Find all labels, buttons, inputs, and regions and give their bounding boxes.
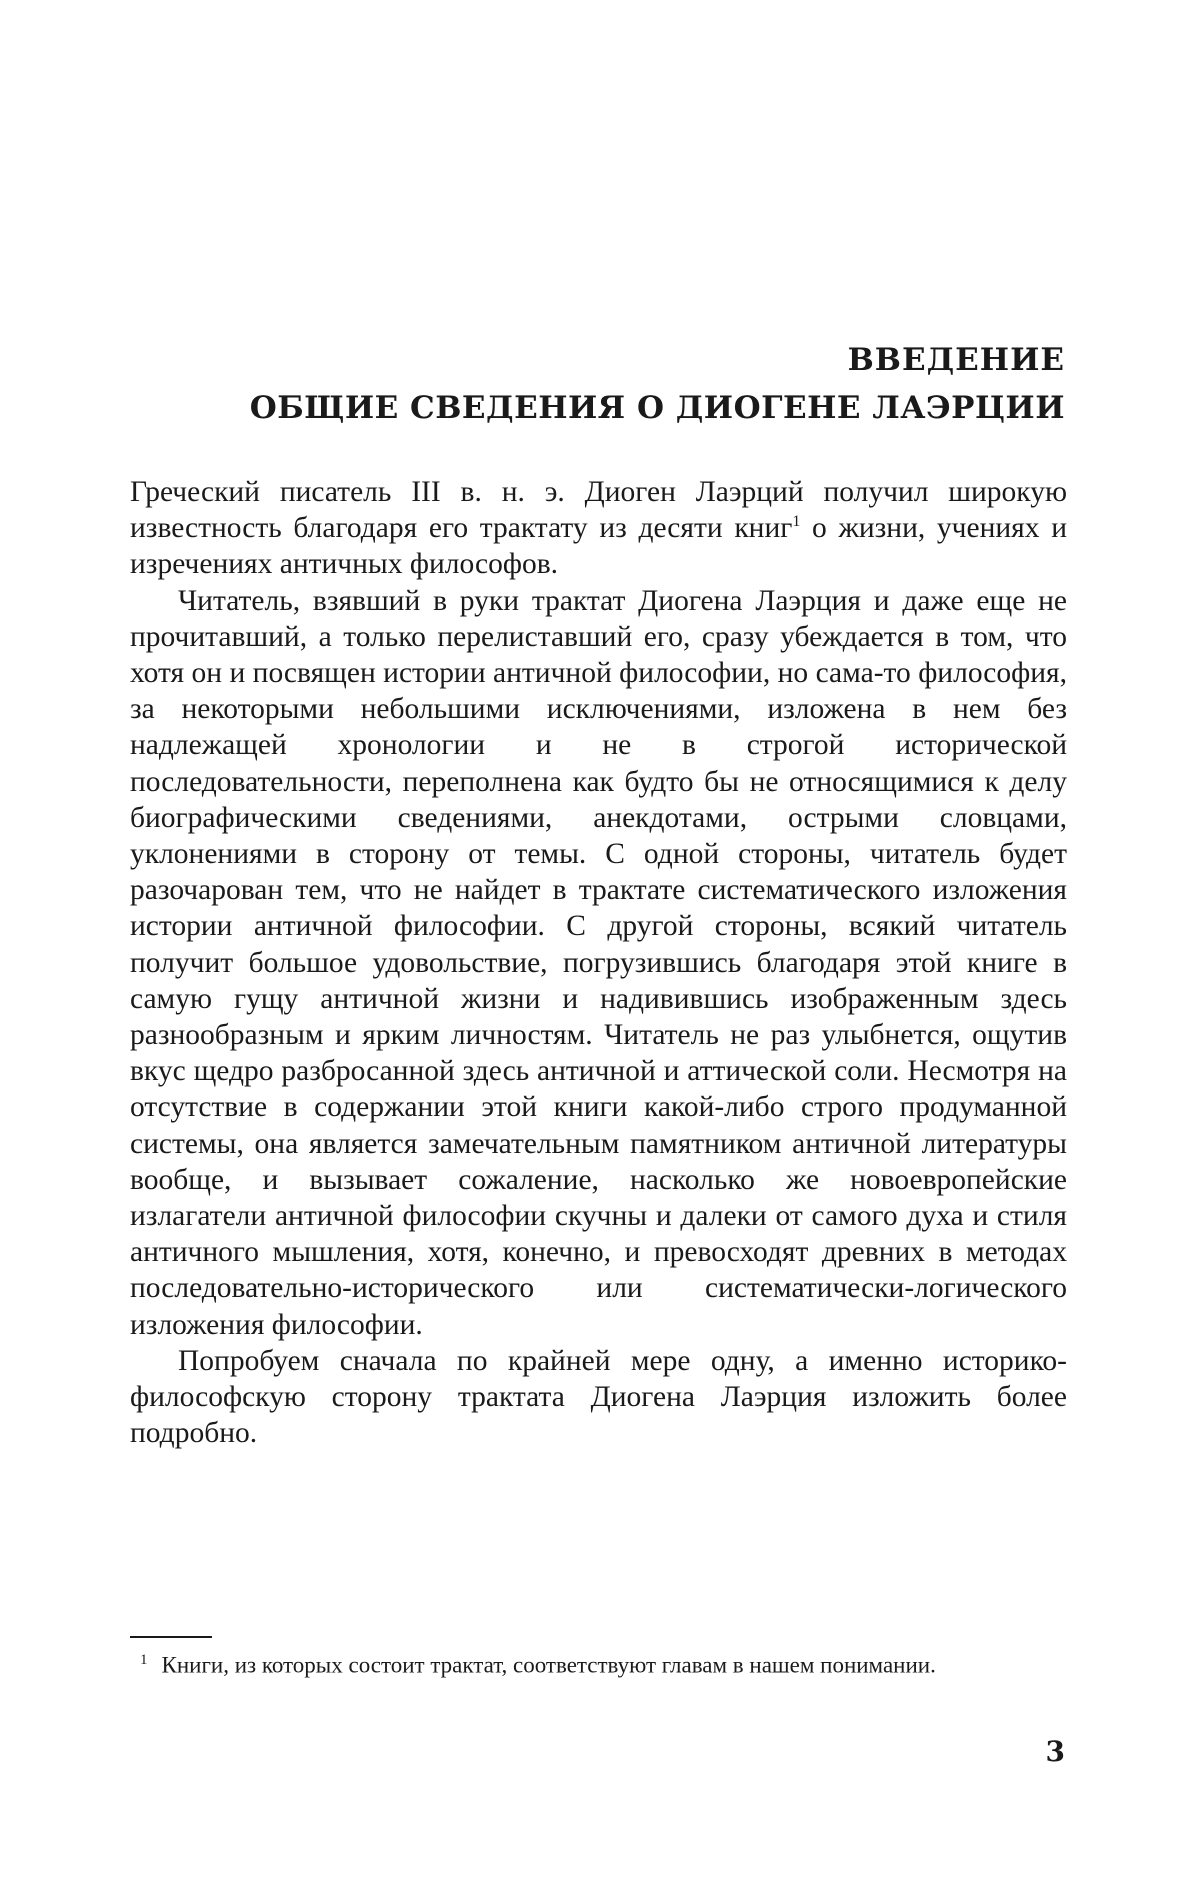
paragraph-1-text-b: о жизни, учениях и изречениях античных философов. bbox=[130, 512, 1067, 581]
footnote-divider bbox=[130, 1636, 212, 1638]
footnote bbox=[140, 1646, 1065, 1680]
page-number: 3 bbox=[1045, 1735, 1065, 1768]
footnote-reference: 1 bbox=[792, 513, 801, 531]
footnote-marker: 1 bbox=[140, 1652, 148, 1668]
paragraph-1-text-a: Греческий писатель III в. н. э. Диоген Лаэрций получил широкую известность благодаря его трактату из десяти книг bbox=[130, 476, 1067, 545]
section-title: ВВЕДЕНИЕ bbox=[847, 342, 1065, 378]
chapter-title: ОБЩИЕ СВЕДЕНИЯ О ДИОГЕНЕ ЛАЭРЦИИ bbox=[249, 390, 1065, 426]
body-text bbox=[130, 474, 1067, 1451]
headings-block bbox=[130, 336, 1065, 432]
paragraph-1 bbox=[130, 474, 1067, 583]
footnote-text: Книги, из которых состоит трактат, соответствуют главам в нашем понимании. bbox=[161, 1652, 936, 1678]
paragraph-2: Читатель, взявший в руки трактат Диогена Лаэрция и даже еще не прочитавший, а только перелиставший его, сразу убеждается в том, что хотя он и посвящен истории античной философии, но сама-то философия, за некоторыми небольшими исключениями, изложена в нем без надлежащей хронологии и не в строгой исторической последовательности, переполнена как будто бы не относящимися к делу биографическими сведениями, анекдотами, острыми словцами, уклонениями в сторону от темы. С одной стороны, читатель будет разочарован тем, что не найдет в трактате систематического изложения истории античной философии. С другой стороны, всякий читатель получит большое удовольствие, погрузившись благодаря этой книге в самую гущу античной жизни и надивившись изображенным здесь разнообразным и ярким личностям. Читатель не раз улыбнется, ощутив вкус щедро разбросанной здесь античной и аттической соли. Несмотря на отсутствие в содержании этой книги какой-либо строго продуманной системы, она является замечательным памятником античной литературы вообще, и вызывает сожаление, насколько же новоевропейские излагатели античной философии скучны и далеки от самого духа и стиля античного мышления, хотя, конечно, и превосходят древних в методах последовательно-исторического или систематически-логического изложения философии. bbox=[130, 584, 1067, 1341]
paragraph-3: Попробуем сначала по крайней мере одну, а именно историко-философскую сторону трактата Диогена Лаэрция изложить более подробно. bbox=[130, 1344, 1067, 1450]
